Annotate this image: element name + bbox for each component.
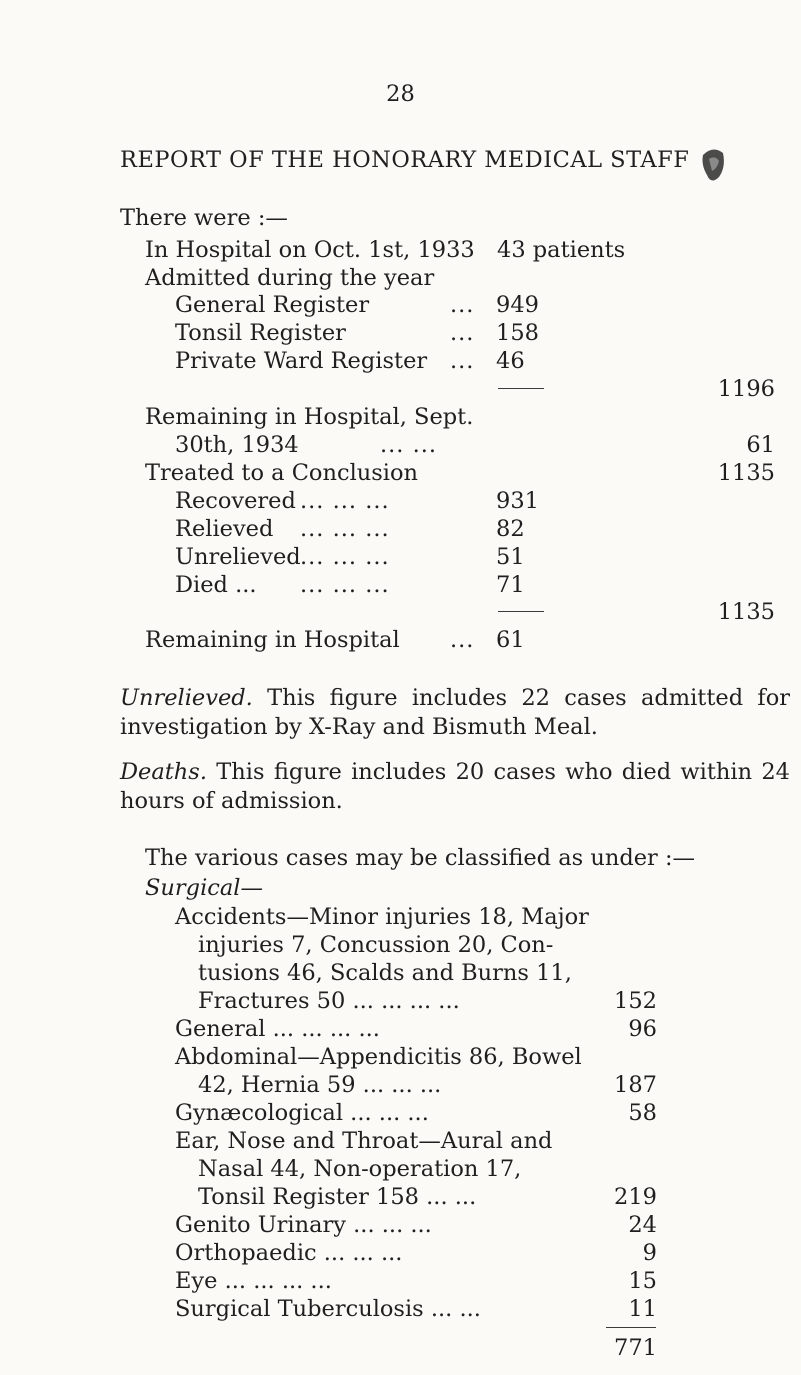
surgical-tuberculosis-value: 11 — [628, 1296, 657, 1322]
remaining-sept-leader: ... ... — [380, 432, 438, 458]
remaining-sept-label-line1: Remaining in Hospital, Sept. — [145, 404, 474, 430]
subtotal-rule — [498, 611, 544, 612]
register-private-leader: ... — [450, 348, 475, 374]
classification-intro: The various cases may be classified as under :— — [145, 845, 696, 871]
outcome-relieved-value: 82 — [496, 516, 525, 542]
note-unrelieved-text: This figure includes 22 cases admitted for investigation by X-Ray and Bismuth Meal. — [120, 685, 790, 740]
register-general-label: General Register — [175, 292, 370, 318]
admitted-total: 1196 — [717, 376, 775, 402]
register-private-label: Private Ward Register — [175, 348, 428, 374]
outcome-relieved-leader: ... ... ... — [300, 516, 390, 542]
admitted-heading: Admitted during the year — [145, 265, 435, 291]
note-deaths-label: Deaths. — [120, 759, 208, 785]
in-hospital-label: In Hospital on Oct. 1st, 1933 — [145, 237, 475, 263]
register-tonsil-label: Tonsil Register — [175, 320, 346, 346]
surgical-tuberculosis-label: Surgical Tuberculosis ... ... — [175, 1296, 481, 1322]
eye-label: Eye ... ... ... ... — [175, 1268, 332, 1294]
outcome-unrelieved-value: 51 — [496, 544, 525, 570]
subtotal-rule — [498, 388, 544, 389]
note-deaths-text: This figure includes 20 cases who died within 24 hours of admission. — [120, 759, 790, 814]
eye-value: 15 — [628, 1268, 657, 1294]
outcome-recovered-value: 931 — [496, 488, 539, 514]
general-label: General ... ... ... ... — [175, 1016, 380, 1042]
outcome-died-leader: ... ... ... — [300, 572, 390, 598]
remaining-sept-label-line2: 30th, 1934 — [175, 432, 299, 458]
remaining-label: Remaining in Hospital — [145, 627, 400, 653]
ink-smudge-mark — [699, 145, 727, 185]
register-private-value: 46 — [496, 348, 525, 374]
accidents-line1: Accidents—Minor injuries 18, Major — [175, 904, 589, 930]
ent-line3: Tonsil Register 158 ... ... — [198, 1184, 477, 1210]
abdominal-value: 187 — [614, 1072, 657, 1098]
orthopaedic-label: Orthopaedic ... ... ... — [175, 1240, 403, 1266]
page-number: 28 — [386, 81, 415, 107]
abdominal-line1: Abdominal—Appendicitis 86, Bowel — [175, 1044, 582, 1070]
remaining-leader: ... — [450, 627, 475, 653]
accidents-line3: tusions 46, Scalds and Burns 11, — [198, 960, 572, 986]
general-value: 96 — [628, 1016, 657, 1042]
register-general-value: 949 — [496, 292, 539, 318]
treated-value: 1135 — [717, 460, 775, 486]
ent-line2: Nasal 44, Non-operation 17, — [198, 1156, 522, 1182]
outcome-unrelieved-label: Unrelieved — [175, 544, 301, 570]
in-hospital-value: 43 patients — [497, 237, 626, 263]
total-rule — [606, 1327, 656, 1328]
classification-total: 771 — [614, 1335, 657, 1361]
outcome-unrelieved-leader: ... ... ... — [300, 544, 390, 570]
register-tonsil-leader: ... — [450, 320, 475, 346]
register-general-leader: ... — [450, 292, 475, 318]
accidents-line4: Fractures 50 ... ... ... ... — [198, 988, 460, 1014]
register-tonsil-value: 158 — [496, 320, 539, 346]
outcome-recovered-label: Recovered — [175, 488, 296, 514]
intro-text: There were :— — [120, 205, 288, 231]
ent-value: 219 — [614, 1184, 657, 1210]
genito-urinary-value: 24 — [628, 1212, 657, 1238]
outcome-relieved-label: Relieved — [175, 516, 274, 542]
genito-urinary-label: Genito Urinary ... ... ... — [175, 1212, 432, 1238]
note-deaths — [120, 758, 790, 816]
note-unrelieved — [120, 684, 790, 742]
accidents-value: 152 — [614, 988, 657, 1014]
outcome-recovered-leader: ... ... ... — [300, 488, 390, 514]
outcomes-total: 1135 — [717, 599, 775, 625]
accidents-line2: injuries 7, Concussion 20, Con- — [198, 932, 554, 958]
note-unrelieved-label: Unrelieved. — [120, 685, 253, 711]
abdominal-line2: 42, Hernia 59 ... ... ... — [198, 1072, 442, 1098]
ent-line1: Ear, Nose and Throat—Aural and — [175, 1128, 553, 1154]
orthopaedic-value: 9 — [642, 1240, 657, 1266]
outcome-died-label: Died ... — [175, 572, 257, 598]
remaining-value: 61 — [496, 627, 525, 653]
page-title: REPORT OF THE HONORARY MEDICAL STAFF — [120, 147, 690, 173]
gynaecological-label: Gynæcological ... ... ... — [175, 1100, 429, 1126]
gynaecological-value: 58 — [628, 1100, 657, 1126]
outcome-died-value: 71 — [496, 572, 525, 598]
surgical-heading: Surgical— — [145, 875, 263, 901]
treated-label: Treated to a Conclusion — [145, 460, 419, 486]
remaining-sept-value: 61 — [746, 432, 775, 458]
